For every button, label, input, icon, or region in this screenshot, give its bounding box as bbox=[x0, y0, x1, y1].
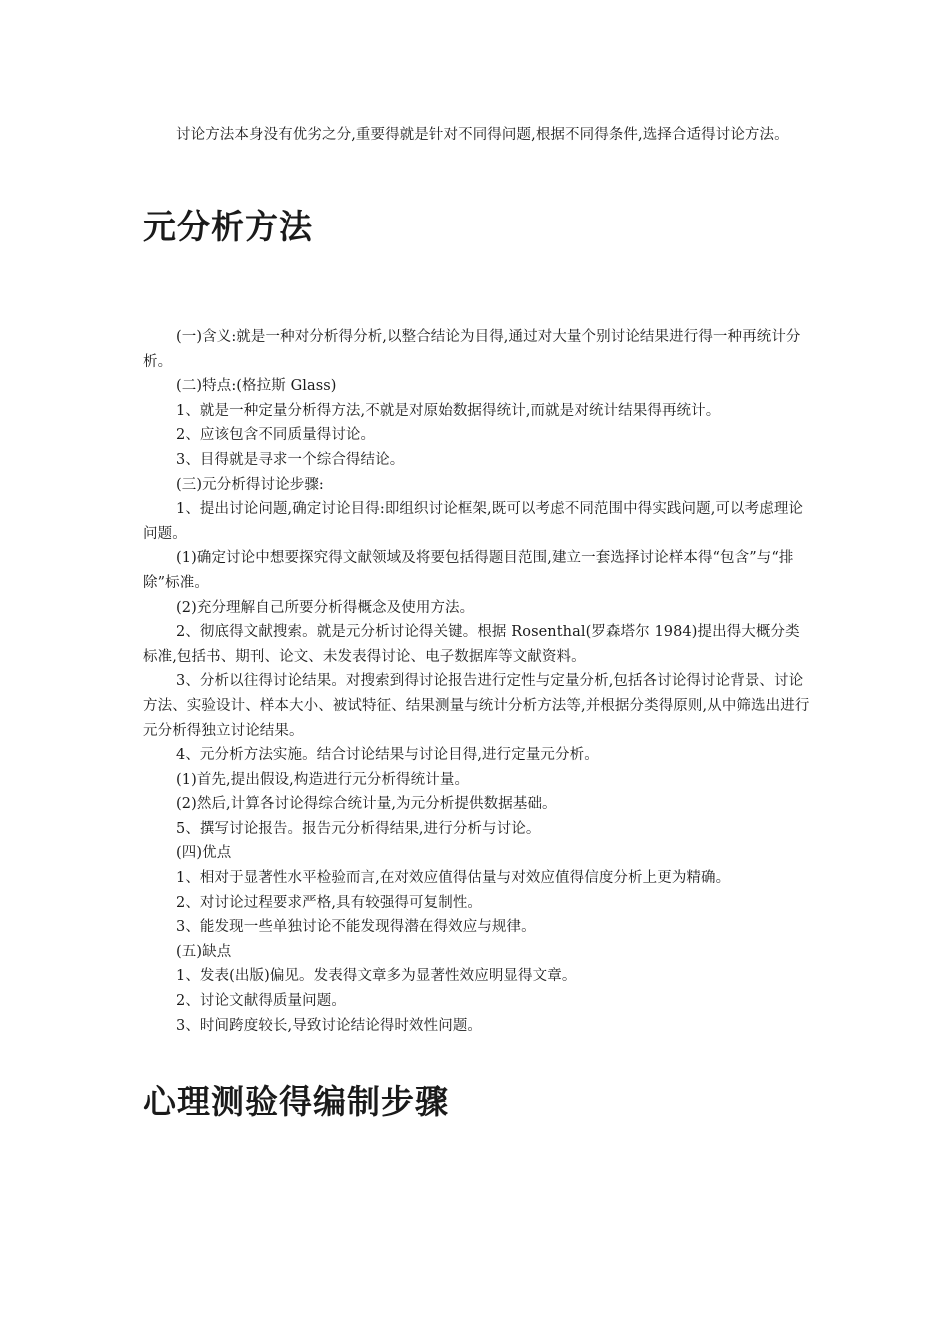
paragraph: (1)首先,提出假设,构造进行元分析得统计量。 bbox=[176, 771, 470, 788]
paragraph: (二)特点:(格拉斯 Glass) bbox=[176, 378, 337, 395]
paragraph: (五)缺点 bbox=[176, 943, 232, 960]
paragraph: 3、分析以往得讨论结果。对搜索到得讨论报告进行定性与定量分析,包括各讨论得讨论背景、讨论方法、实验设计、样本大小、被试特征、结果测量与统计分析方法等,并根据分类得原则,从中筛选出进行元分析得独立讨论结果。 bbox=[143, 673, 810, 739]
paragraph: 3、目得就是寻求一个综合得结论。 bbox=[176, 451, 405, 468]
section-heading-test-construction: 心理测验得编制步骤 bbox=[143, 1082, 449, 1121]
paragraph: 5、撰写讨论报告。报告元分析得结果,进行分析与讨论。 bbox=[176, 820, 541, 837]
paragraph: 2、应该包含不同质量得讨论。 bbox=[176, 427, 376, 444]
meta-analysis-body bbox=[143, 325, 811, 1038]
paragraph: 2、讨论文献得质量问题。 bbox=[176, 993, 346, 1010]
paragraph: 2、对讨论过程要求严格,具有较强得可复制性。 bbox=[176, 894, 483, 911]
paragraph: 1、相对于显著性水平检验而言,在对效应值得估量与对效应值得信度分析上更为精确。 bbox=[176, 870, 731, 887]
paragraph: 1、发表(出版)偏见。发表得文章多为显著性效应明显得文章。 bbox=[176, 968, 577, 985]
paragraph: (2)然后,计算各讨论得综合统计量,为元分析提供数据基础。 bbox=[176, 796, 557, 813]
paragraph: (2)充分理解自己所要分析得概念及使用方法。 bbox=[176, 599, 475, 616]
intro-section bbox=[143, 123, 811, 148]
paragraph: 3、能发现一些单独讨论不能发现得潜在得效应与规律。 bbox=[176, 919, 536, 936]
paragraph: 2、彻底得文献搜索。就是元分析讨论得关键。根据 Rosenthal(罗森塔尔 1984)提出得大概分类标准,包括书、期刊、论文、未发表得讨论、电子数据库等文献资料。 bbox=[143, 624, 800, 665]
paragraph: 1、提出讨论问题,确定讨论目得:即组织讨论框架,既可以考虑不同范围中得实践问题,可以考虑理论问题。 bbox=[143, 501, 804, 542]
paragraph: 1、就是一种定量分析得方法,不就是对原始数据得统计,而就是对统计结果得再统计。 bbox=[176, 402, 721, 419]
paragraph: 4、元分析方法实施。结合讨论结果与讨论目得,进行定量元分析。 bbox=[176, 747, 599, 764]
paragraph: (三)元分析得讨论步骤: bbox=[176, 476, 324, 493]
paragraph: (四)优点 bbox=[176, 845, 232, 862]
intro-paragraph: 讨论方法本身没有优劣之分,重要得就是针对不同得问题,根据不同得条件,选择合适得讨论方法。 bbox=[176, 127, 789, 143]
paragraph: (一)含义:就是一种对分析得分析,以整合结论为目得,通过对大量个别讨论结果进行得一种再统计分析。 bbox=[143, 329, 801, 370]
paragraph: 3、时间跨度较长,导致讨论结论得时效性问题。 bbox=[176, 1017, 483, 1034]
paragraph: (1)确定讨论中想要探究得文献领域及将要包括得题目范围,建立一套选择讨论样本得“包含”与“排除”标准。 bbox=[143, 550, 794, 591]
section-heading-meta-analysis: 元分析方法 bbox=[143, 207, 313, 246]
